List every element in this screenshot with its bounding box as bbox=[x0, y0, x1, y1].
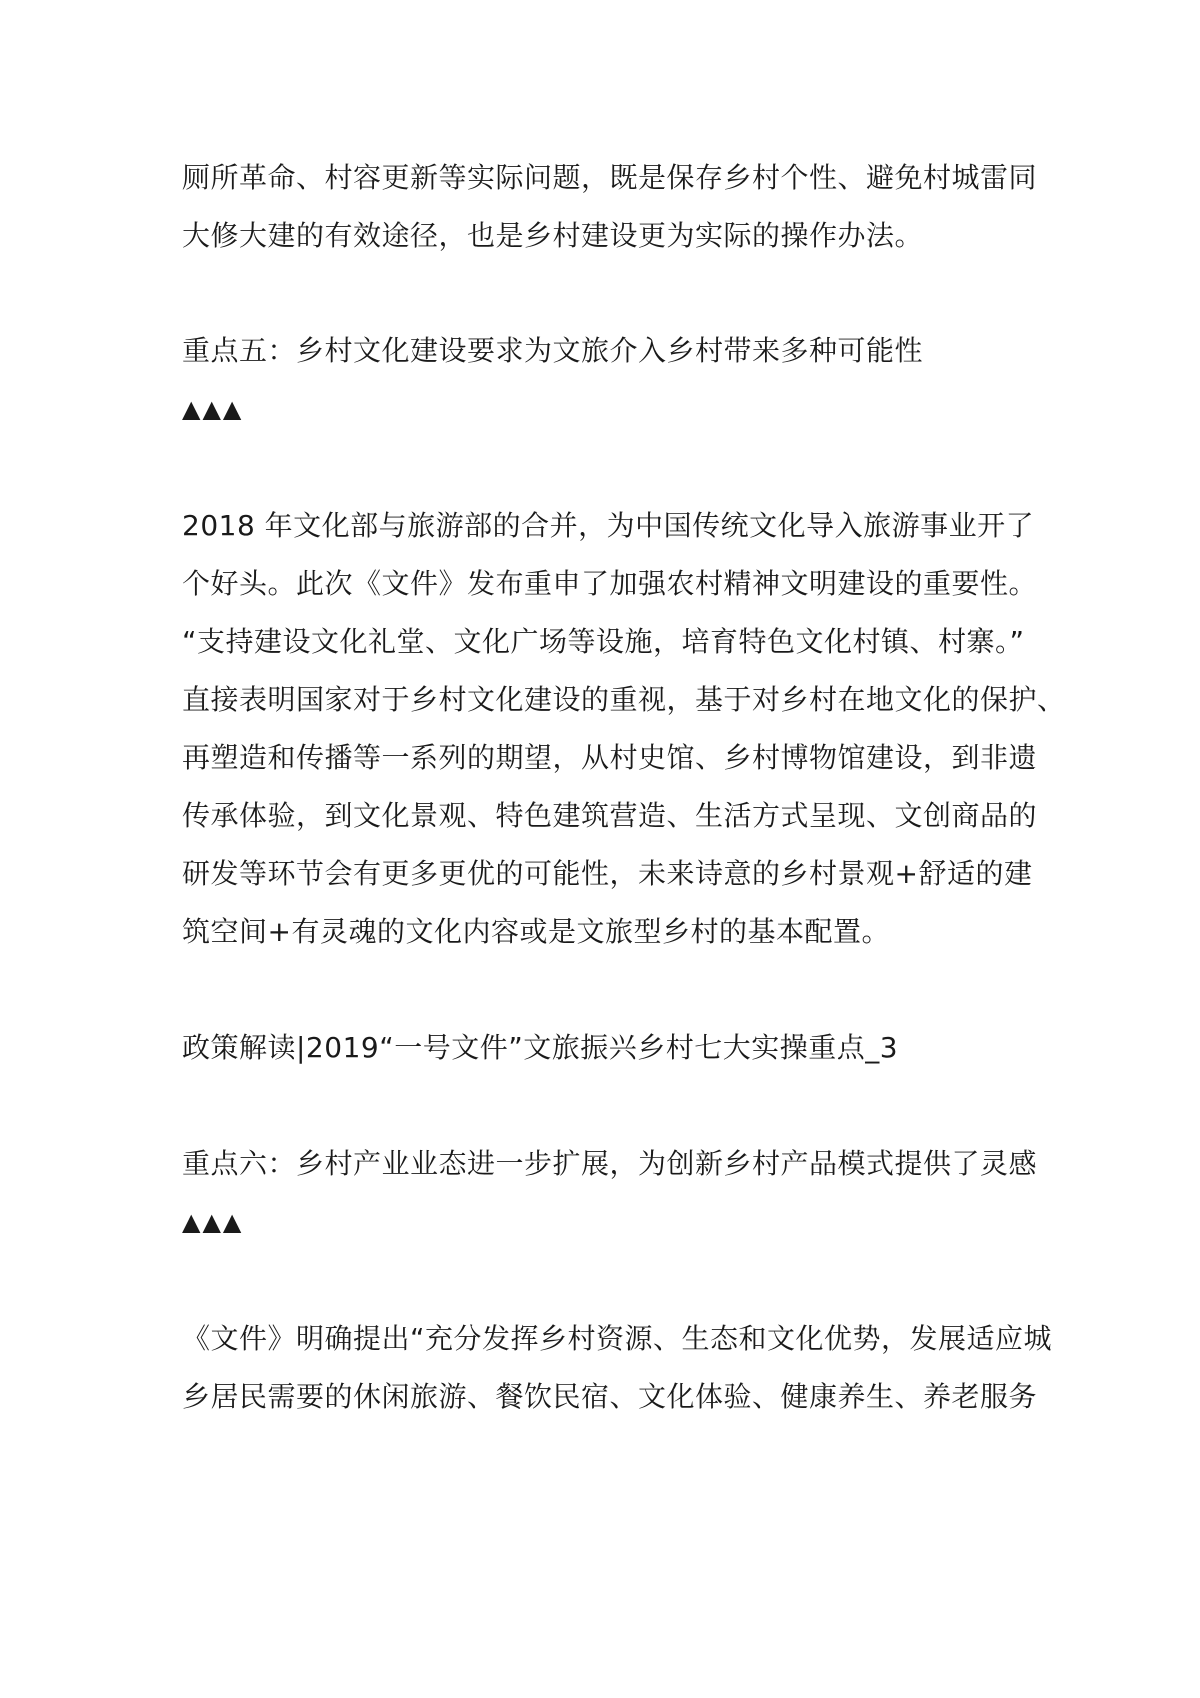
paragraph-line: 个好头。此次《文件》发布重申了加强农村精神文明建设的重要性。 bbox=[182, 567, 1038, 600]
section-heading-6: 重点六：乡村产业业态进一步扩展，为创新乡村产品模式提供了灵感 bbox=[182, 1147, 1038, 1180]
triangle-marker-icon: ▲▲▲ bbox=[182, 395, 244, 423]
paragraph-line: “支持建设文化礼堂、文化广场等设施，培育特色文化村镇、村寨。” bbox=[182, 625, 1025, 658]
paragraph-line: 乡居民需要的休闲旅游、餐饮民宿、文化体验、健康养生、养老服务 bbox=[182, 1380, 1038, 1413]
paragraph-line: 厕所革命、村容更新等实际问题，既是保存乡村个性、避免村城雷同 bbox=[182, 161, 1038, 194]
paragraph-line: 筑空间+有灵魂的文化内容或是文旅型乡村的基本配置。 bbox=[182, 915, 890, 948]
document-subtitle: 政策解读|2019“一号文件”文旅振兴乡村七大实操重点_3 bbox=[182, 1031, 899, 1064]
paragraph-line: 直接表明国家对于乡村文化建设的重视，基于对乡村在地文化的保护、 bbox=[182, 683, 1066, 716]
paragraph-line: 大修大建的有效途径，也是乡村建设更为实际的操作办法。 bbox=[182, 219, 924, 252]
paragraph-line: 传承体验，到文化景观、特色建筑营造、生活方式呈现、文创商品的 bbox=[182, 799, 1038, 832]
paragraph-line: 《文件》明确提出“充分发挥乡村资源、生态和文化优势，发展适应城 bbox=[182, 1322, 1053, 1355]
section-heading-5: 重点五：乡村文化建设要求为文旅介入乡村带来多种可能性 bbox=[182, 334, 924, 367]
paragraph-line: 研发等环节会有更多更优的可能性，未来诗意的乡村景观+舒适的建 bbox=[182, 857, 1033, 890]
paragraph-line: 2018 年文化部与旅游部的合并，为中国传统文化导入旅游事业开了 bbox=[182, 509, 1035, 542]
triangle-marker-icon: ▲▲▲ bbox=[182, 1208, 244, 1236]
paragraph-line: 再塑造和传播等一系列的期望，从村史馆、乡村博物馆建设，到非遗 bbox=[182, 741, 1038, 774]
